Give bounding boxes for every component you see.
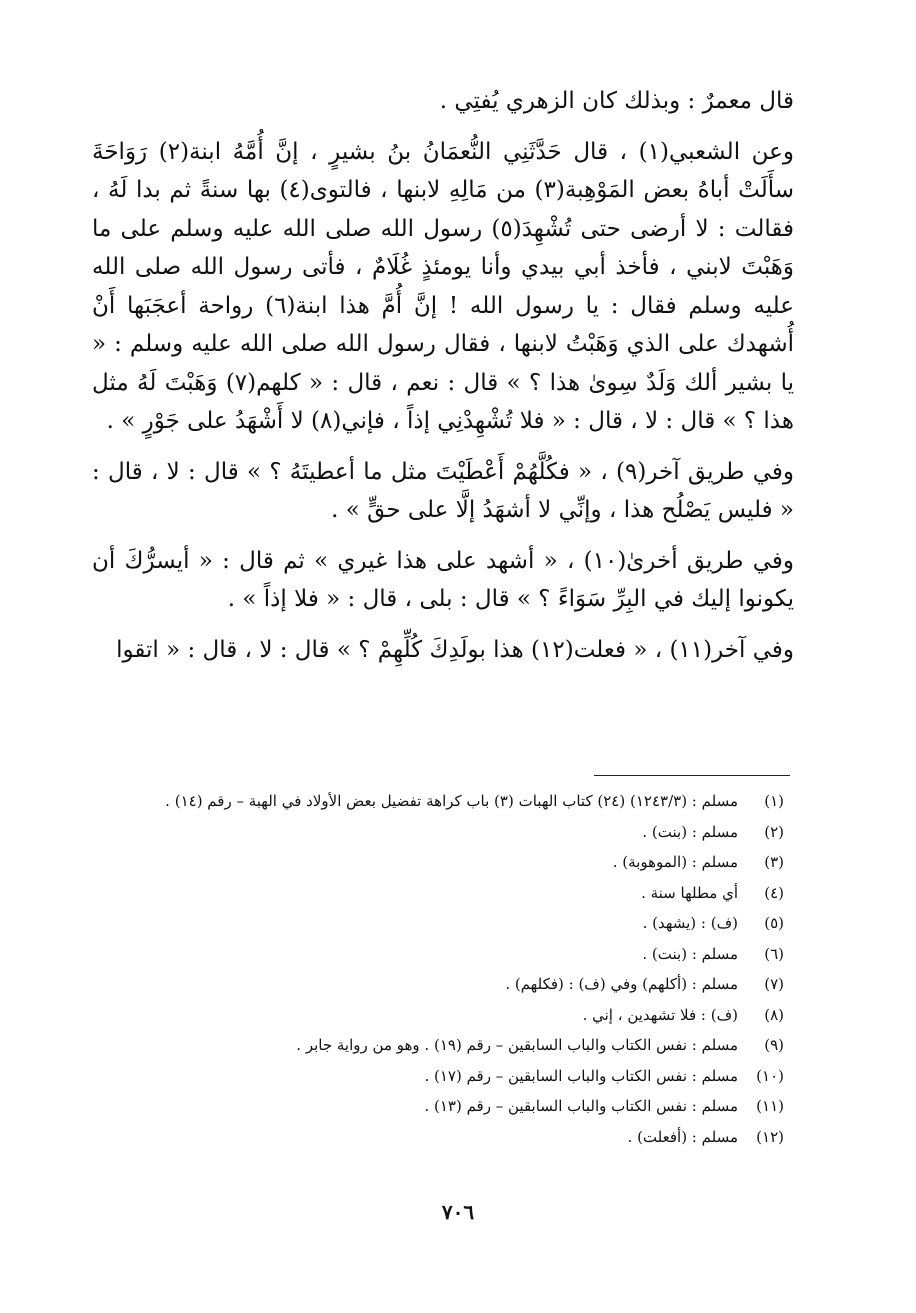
footnote-item <box>92 817 784 848</box>
footnote-text: (ف) : فلا تشهدين ، إني . <box>582 1005 738 1024</box>
footnote-number: (٥) <box>764 914 784 932</box>
footnote-item <box>92 1091 784 1122</box>
footnote-number: (٣) <box>764 853 784 871</box>
footnote-item <box>92 1061 784 1092</box>
footnote-number: (١١) <box>756 1097 784 1115</box>
paragraph-shabi-hadith: وعن الشعبي(١) ، قال حَدَّثَنِي النُّعمَانُ بنُ بشيرٍ ، إنَّ أُمَّهُ ابنة(٢) رَوَاحَةَ سأَلَتْ أباهُ بعض المَوْهِبة(٣) من مَالِهِ لابنها ، فالتوى(٤) بها سنةً ثم بدا لَهُ ، فقالت : لا أرضى حتى تُشْهِدَ(٥) رسول الله صلى الله عليه وسلم على ما وَهَبْتَ لابني ، فأخذ أبي بيدي وأنا يومئذٍ غُلَامٌ ، فأتى رسول الله صلى الله عليه وسلم فقال : يا رسول الله ! إنَّ أُمَّ هذا ابنة(٦) رواحة أعجَبَها أَنْ أُشهدك على الذي وَهَبْتُ لابنها ، فقال رسول الله صلى الله عليه وسلم : « يا بشير ألك وَلَدٌ سِوىٰ هذا ؟ » قال : نعم ، قال : « كلهم(٧) وَهَبْتَ لَهُ مثل هذا ؟ » قال : لا ، قال : « فلا تُشْهِدْنِي إذاً ، فإني(٨) لا أَشْهَدُ على جَوْرٍ » . <box>92 138 794 434</box>
paragraph-other-route-3: وفي آخر(١١) ، « فعلت(١٢) هذا بولَدِكَ كُلِّهِمْ ؟ » قال : لا ، قال : « اتقوا <box>116 636 794 663</box>
footnote-item <box>92 1122 784 1153</box>
footnote-number: (١٠) <box>756 1066 784 1085</box>
footnotes <box>92 786 784 1152</box>
footnote-item <box>92 786 784 817</box>
footnote-number: (١٢) <box>756 1127 784 1146</box>
footnote-text: مسلم : (أكلهم) وفي (ف) : (فكلهم) . <box>505 975 738 993</box>
footnote-number: (١) <box>764 792 784 810</box>
footnote-number: (٢) <box>764 822 784 841</box>
footnote-text: مسلم : (بنت) . <box>642 822 738 841</box>
footnote-text: مسلم : (بنت) . <box>642 944 738 963</box>
footnote-item <box>92 1030 784 1061</box>
footnote-number: (٨) <box>764 1005 784 1024</box>
footnote-item <box>92 969 784 1000</box>
footnote-item <box>92 1000 784 1031</box>
footnote-item <box>92 908 784 939</box>
paragraph-zuhri: قال معمرٌ : وبذلك كان الزهري يُفتِي . <box>439 88 794 114</box>
footnote-text: مسلم : نفس الكتاب والباب السابقين – رقم (١٩) . وهو من رواية جابر . <box>296 1036 738 1054</box>
footnote-item <box>92 847 784 878</box>
page-number: ٧٠٦ <box>441 1200 475 1224</box>
footnote-separator <box>594 775 790 776</box>
footnote-number: (٩) <box>764 1036 784 1054</box>
footnote-item <box>92 939 784 970</box>
footnote-number: (٤) <box>764 883 784 902</box>
footnote-item <box>92 878 784 909</box>
main-text <box>92 82 794 681</box>
footnote-text: مسلم : نفس الكتاب والباب السابقين – رقم (١٧) . <box>424 1066 738 1085</box>
footnote-text: أي مطلها سنة . <box>641 883 738 902</box>
footnote-number: (٧) <box>764 975 784 993</box>
footnote-number: (٦) <box>764 944 784 963</box>
footnote-text: مسلم : (١٢٤٣/٣) (٢٤) كتاب الهبات (٣) باب كراهة تفضيل بعض الأولاد في الهبة – رقم (١٤) . <box>165 792 738 810</box>
footnote-text: (ف) : (يشهد) . <box>642 914 738 932</box>
footnote-text: مسلم : (أفعلت) . <box>627 1127 738 1146</box>
footnote-text: مسلم : (الموهوبة) . <box>612 853 738 871</box>
footnote-text: مسلم : نفس الكتاب والباب السابقين – رقم (١٣) . <box>424 1097 738 1115</box>
paragraph-other-route-1: وفي طريق آخر(٩) ، « فكُلَّهُمْ أَعْطَيْتَ مثل ما أعطيتَهُ ؟ » قال : لا ، قال : « فليس يَصْلُح هذا ، وإنِّي لا أشهَدُ إلَّا على حقٍّ » . <box>92 458 794 523</box>
paragraph-other-route-2: وفي طريق أخرىٰ(١٠) ، « أشهد على هذا غيري » ثم قال : « أيسرُّكَ أن يكونوا إليك في البِرِّ سَوَاءً ؟ » قال : بلى ، قال : « فلا إذاً » . <box>92 547 794 612</box>
